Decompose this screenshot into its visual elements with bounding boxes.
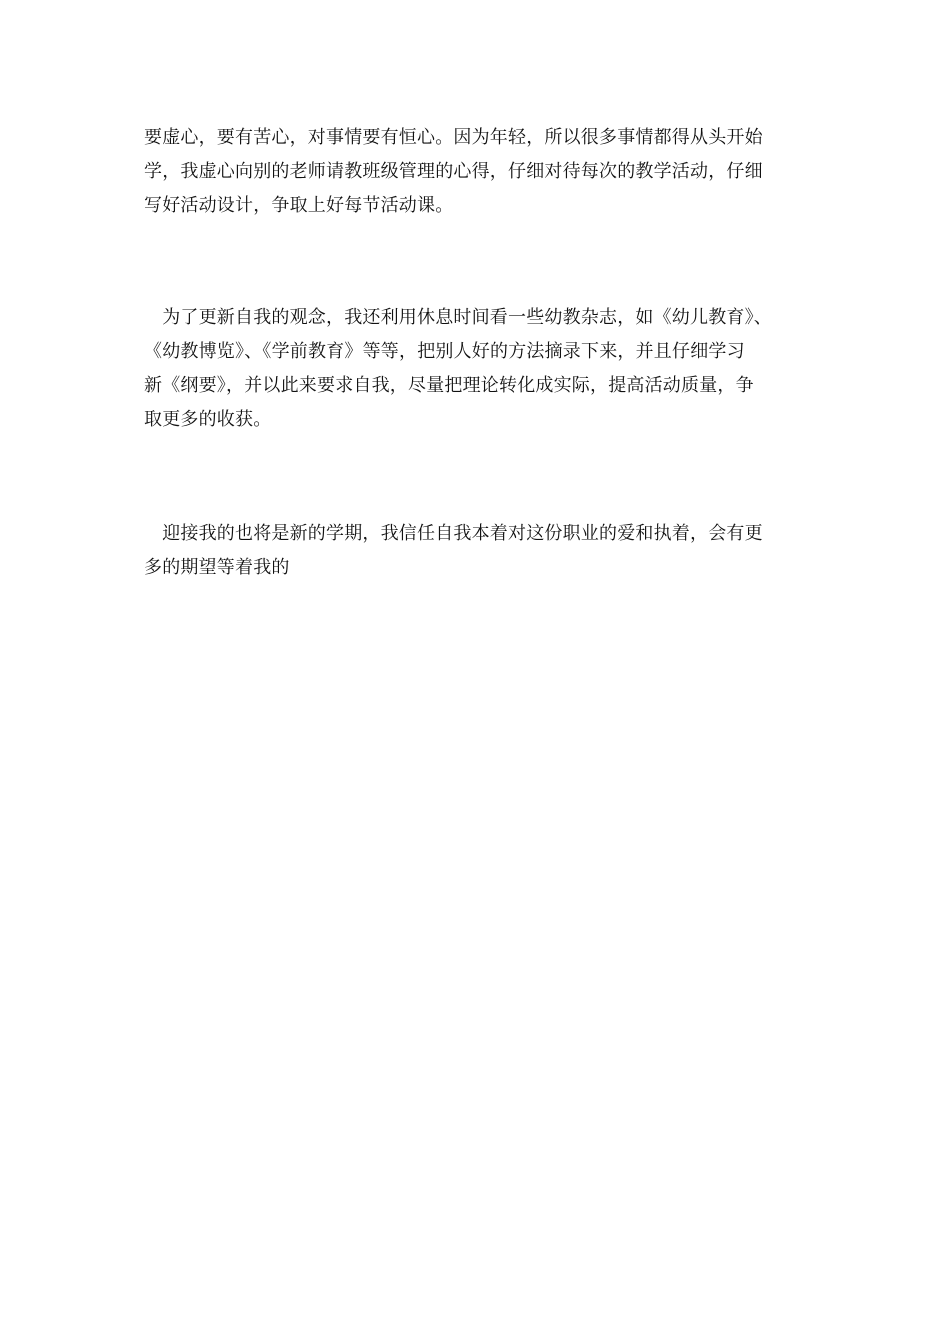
text-line: 取更多的收获。 — [144, 409, 272, 430]
text-line: 学，我虚心向别的老师请教班级管理的心得，仔细对待每次的教学活动，仔细 — [144, 161, 763, 182]
text-line: 写好活动设计，争取上好每节活动课。 — [144, 195, 454, 216]
text-line: 《幼教博览》、《学前教育》等等，把别人好的方法摘录下来，并且仔细学习 — [144, 341, 745, 362]
text-line: 为了更新自我的观念，我还利用休息时间看一些幼教杂志，如《幼儿教育》、 — [144, 307, 772, 328]
text-line: 要虚心，要有苦心，对事情要有恒心。因为年轻，所以很多事情都得从头开始 — [144, 127, 763, 148]
text-line: 新《纲要》，并以此来要求自我，尽量把理论转化成实际，提高活动质量，争 — [144, 375, 754, 396]
text-line: 迎接我的也将是新的学期，我信任自我本着对这份职业的爱和执着，会有更 — [144, 523, 763, 544]
paragraph-2 — [144, 301, 824, 437]
text-line: 多的期望等着我的 — [144, 557, 290, 578]
paragraph-1 — [144, 121, 824, 223]
paragraph-3 — [144, 517, 824, 585]
